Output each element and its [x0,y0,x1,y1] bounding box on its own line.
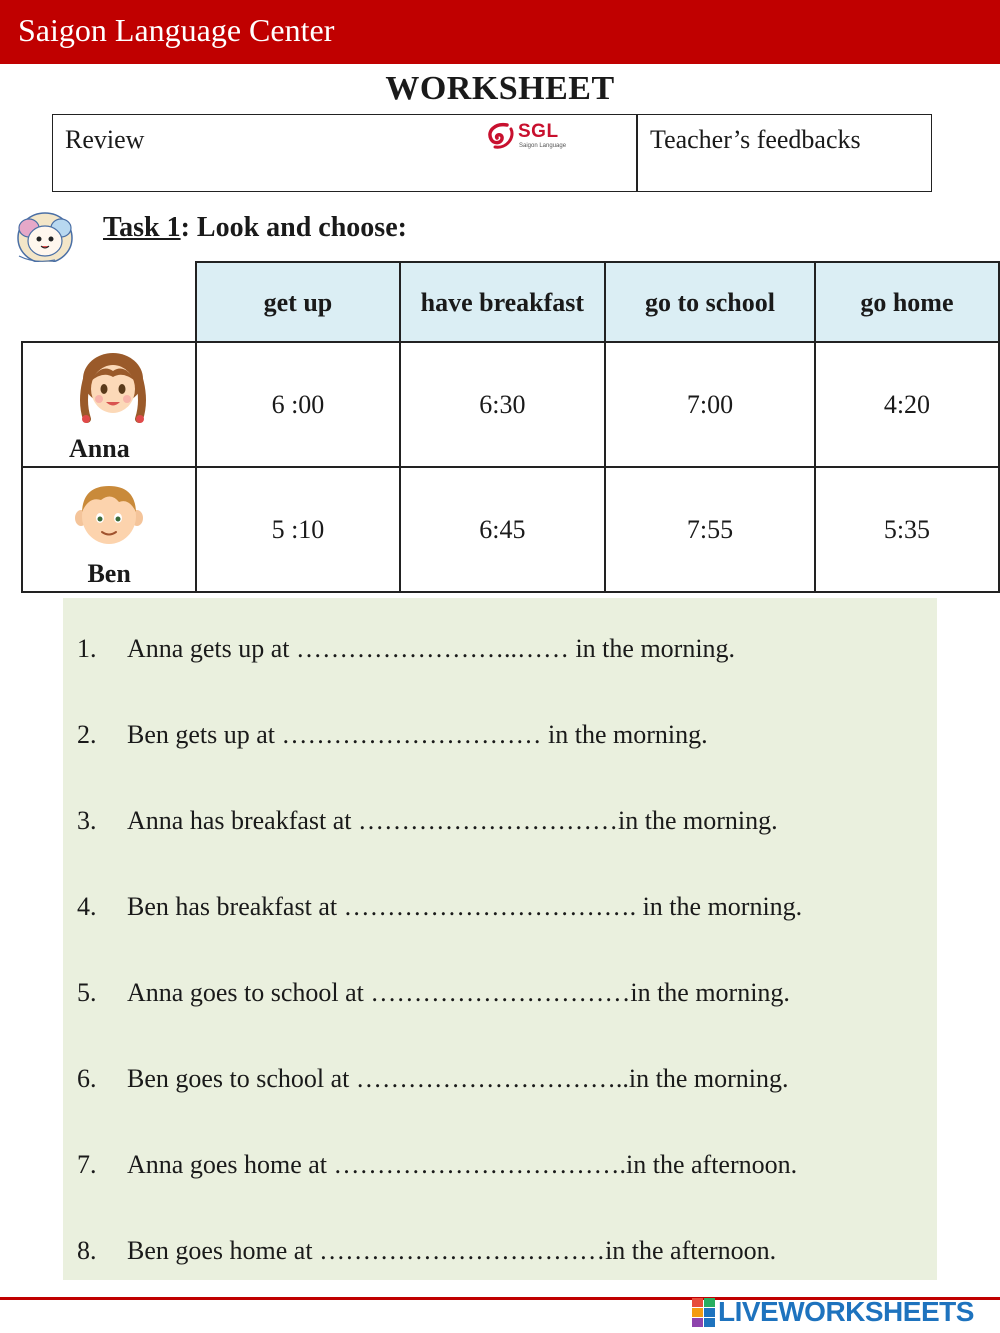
anna-avatar [73,349,153,431]
kid-name-ben: Ben [87,559,131,588]
item-sentence: Ben gets up at ………………………… in the morning. [127,720,708,749]
list-item [77,1150,797,1180]
item-number: 3. [77,806,97,835]
time-cell: 4:20 [815,342,999,467]
task-instruction: : Look and choose: [180,212,407,243]
item-sentence: Anna has breakfast at …………………………in the morning. [127,806,778,835]
time-cell: 7:00 [605,342,815,467]
kid-cell-anna [22,342,196,467]
sgl-logo-icon [485,121,517,151]
col-header-get-up: get up [196,262,399,342]
schedule-table [21,261,1000,593]
task-heading [103,212,407,244]
item-sentence: Anna goes to school at …………………………in the morning. [127,978,790,1007]
ben-avatar [71,482,147,548]
table-corner [22,262,196,342]
logo-subtext: Saigon Language [519,143,567,149]
time-cell: 6:45 [400,467,605,592]
item-number: 7. [77,1150,97,1179]
item-number: 6. [77,1064,97,1093]
table-row [22,342,999,467]
header-bar [0,0,1000,64]
item-sentence: Ben goes to school at …………………………..in the morning. [127,1064,789,1093]
logo-text: SGL [518,121,559,142]
time-cell: 6 :00 [196,342,399,467]
review-label: Review [65,125,145,154]
item-sentence: Ben goes home at ……………………………in the afternoon. [127,1236,777,1265]
list-item [77,720,708,750]
item-sentence: Anna gets up at ……………………..…… in the morning. [127,634,736,663]
list-item [77,1236,776,1266]
list-item [77,892,802,922]
review-box [52,114,932,192]
time-cell: 6:30 [400,342,605,467]
item-number: 5. [77,978,97,1007]
table-header-row [22,262,999,342]
col-header-go-home: go home [815,262,999,342]
time-cell: 5 :10 [196,467,399,592]
item-number: 1. [77,634,97,663]
feedback-label: Teacher’s feedbacks [650,125,861,154]
task-label: Task 1 [103,212,181,243]
sgl-logo [485,119,580,155]
list-item [77,978,790,1008]
liveworksheets-logo-icon [692,1298,716,1328]
exercise-panel [63,598,937,1280]
liveworksheets-text: LIVEWORKSHEETS [718,1296,974,1327]
list-item [77,634,735,664]
item-number: 2. [77,720,97,749]
page-title: WORKSHEET [385,70,615,107]
mascot-icon [15,208,93,266]
list-item [77,806,778,836]
kid-name-anna: Anna [69,434,130,463]
kid-cell-ben [22,467,196,592]
item-sentence: Anna goes home at …………………………….in the afternoon. [127,1150,798,1179]
time-cell: 7:55 [605,467,815,592]
col-header-go-to-school: go to school [605,262,815,342]
table-row [22,467,999,592]
review-divider [636,115,638,191]
col-header-have-breakfast: have breakfast [400,262,605,342]
item-sentence: Ben has breakfast at ……………………………. in the morning. [127,892,803,921]
center-name: Saigon Language Center [18,12,335,48]
item-number: 4. [77,892,97,921]
time-cell: 5:35 [815,467,999,592]
item-number: 8. [77,1236,97,1265]
list-item [77,1064,789,1094]
